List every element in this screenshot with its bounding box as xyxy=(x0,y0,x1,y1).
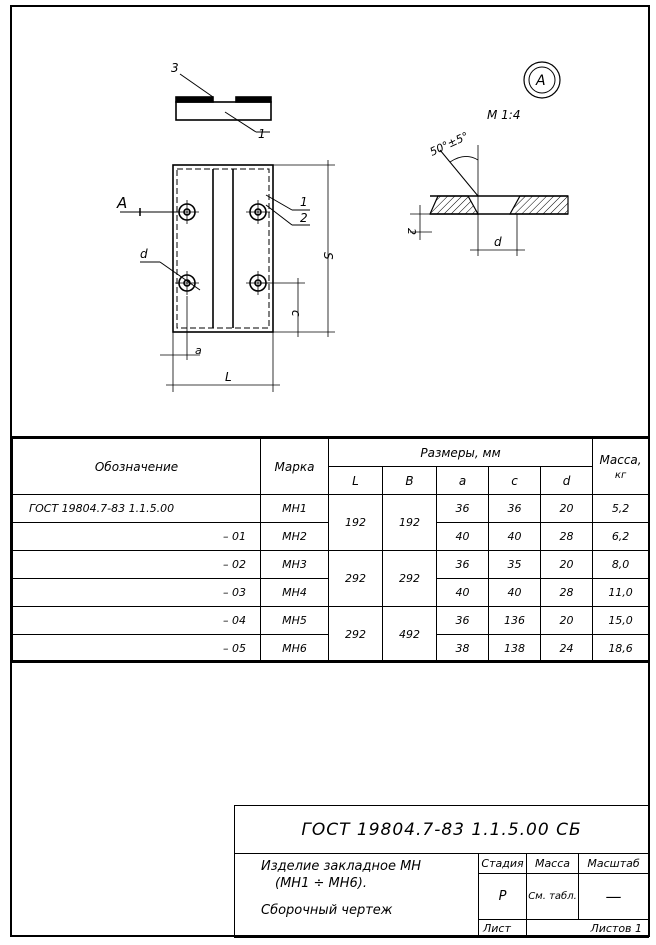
cell-designation: – 05 xyxy=(13,635,261,663)
stage-label: Стадия xyxy=(479,854,527,874)
header-mass-label: Масса, xyxy=(599,452,642,467)
cell-mass: 6,2 xyxy=(593,523,649,551)
cell-d: 24 xyxy=(541,635,593,663)
label-part-3: 3 xyxy=(171,61,179,75)
header-B: B xyxy=(383,467,437,495)
cell-mass: 11,0 xyxy=(593,579,649,607)
product-name xyxy=(235,854,479,938)
doc-code: ГОСТ 19804.7-83 1.1.5.00 СБ xyxy=(235,806,649,854)
cell-designation: – 01 xyxy=(13,523,261,551)
top-view-plate xyxy=(176,102,271,120)
header-d: d xyxy=(541,467,593,495)
cell-d: 20 xyxy=(541,495,593,523)
product-name-line1: Изделие закладное МН xyxy=(261,859,422,874)
cell-mark: МН4 xyxy=(261,579,329,607)
spec-table xyxy=(12,438,649,663)
cell-a: 38 xyxy=(437,635,489,663)
header-a: a xyxy=(437,467,489,495)
header-c: c xyxy=(489,467,541,495)
table-row xyxy=(13,607,649,635)
cell-mark: МН3 xyxy=(261,551,329,579)
cell-designation: – 03 xyxy=(13,579,261,607)
sheet-label: Лист xyxy=(479,920,527,938)
cell-B: 192 xyxy=(383,495,437,551)
header-L: L xyxy=(329,467,383,495)
cell-a: 40 xyxy=(437,579,489,607)
label-part-1-top: 1 xyxy=(258,127,266,141)
cell-d: 28 xyxy=(541,523,593,551)
cell-c: 36 xyxy=(489,495,541,523)
scale-field-label: Масштаб xyxy=(579,854,649,874)
header-dimensions: Размеры, мм xyxy=(329,439,593,467)
cell-d: 20 xyxy=(541,607,593,635)
table-bottom-border xyxy=(12,660,648,662)
label-hole-d: d xyxy=(140,247,148,261)
cell-L: 192 xyxy=(329,495,383,551)
cell-mark: МН2 xyxy=(261,523,329,551)
header-mark: Марка xyxy=(261,439,329,495)
plan-plate xyxy=(173,165,273,332)
label-part-2: 2 xyxy=(300,211,308,225)
cell-d: 28 xyxy=(541,579,593,607)
cell-mass: 15,0 xyxy=(593,607,649,635)
cell-c: 138 xyxy=(489,635,541,663)
cell-B: 292 xyxy=(383,551,437,607)
cell-B: 492 xyxy=(383,607,437,663)
table-row xyxy=(13,551,649,579)
cell-mass: 8,0 xyxy=(593,551,649,579)
cell-d: 20 xyxy=(541,551,593,579)
product-name-line2: (МН1 ÷ МН6). xyxy=(275,876,367,891)
header-designation: Обозначение xyxy=(13,439,261,495)
cell-mark: МН1 xyxy=(261,495,329,523)
scale-label: М 1:4 xyxy=(487,108,521,122)
header-mass xyxy=(593,439,649,495)
cell-L: 292 xyxy=(329,607,383,663)
drawing-views xyxy=(0,0,656,440)
cell-a: 40 xyxy=(437,523,489,551)
cell-mark: МН5 xyxy=(261,607,329,635)
cell-c: 40 xyxy=(489,523,541,551)
label-dim-c: c xyxy=(289,310,303,317)
table-row xyxy=(13,495,649,523)
cell-a: 36 xyxy=(437,607,489,635)
detail-dim-2: 2 xyxy=(405,228,418,235)
header-mass-unit: кг xyxy=(614,469,627,481)
mass-value: См. табл. xyxy=(527,874,579,920)
doc-type: Сборочный чертеж xyxy=(261,903,393,918)
label-dim-S: S xyxy=(321,252,335,260)
cell-designation: ГОСТ 19804.7-83 1.1.5.00 xyxy=(13,495,261,523)
cell-designation: – 02 xyxy=(13,551,261,579)
cell-mass: 5,2 xyxy=(593,495,649,523)
cell-a: 36 xyxy=(437,551,489,579)
title-block xyxy=(234,805,649,938)
mass-label: Масса xyxy=(527,854,579,874)
scale-value: — xyxy=(579,874,649,920)
callout-A: А xyxy=(536,73,546,89)
label-dim-a: a xyxy=(195,344,202,357)
top-view-strip-left xyxy=(176,97,213,102)
cell-L: 292 xyxy=(329,551,383,607)
top-view-strip-right xyxy=(236,97,271,102)
cell-a: 36 xyxy=(437,495,489,523)
cell-mass: 18,6 xyxy=(593,635,649,663)
label-part-1: 1 xyxy=(300,195,308,209)
detail-dim-d: d xyxy=(494,235,502,249)
label-view-A: А xyxy=(117,194,128,212)
cell-c: 136 xyxy=(489,607,541,635)
cell-c: 40 xyxy=(489,579,541,607)
stage-value: Р xyxy=(479,874,527,920)
cell-mark: МН6 xyxy=(261,635,329,663)
sheets-label: Листов 1 xyxy=(527,920,649,938)
plan-holes xyxy=(179,204,266,291)
label-dim-L: L xyxy=(225,370,232,384)
cell-designation: – 04 xyxy=(13,607,261,635)
detail-angle: 50°±5° xyxy=(427,129,471,159)
cell-c: 35 xyxy=(489,551,541,579)
